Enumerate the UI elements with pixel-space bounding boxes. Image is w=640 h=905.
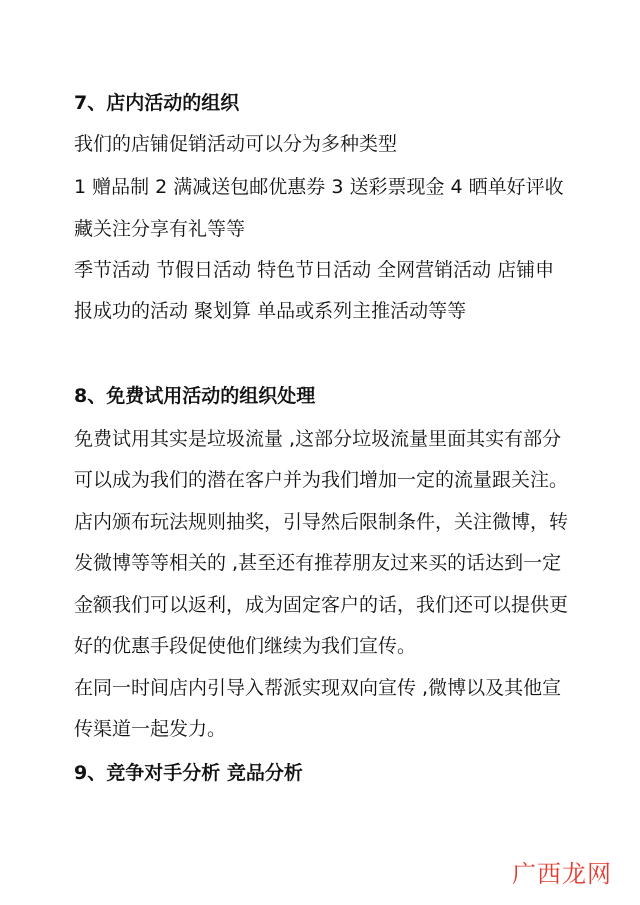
section-8-line-2: 可以成为我们的潜在客户并为我们增加一定的流量跟关注。 (74, 469, 569, 491)
section-7-line-1: 我们的店铺促销活动可以分为多种类型 (74, 133, 398, 155)
section-8-line-6: 好的优惠手段促使他们继续为我们宣传。 (74, 635, 417, 657)
section-7-line-3: 藏关注分享有礼等等 (74, 218, 246, 240)
section-9-heading: 9、竞争对手分析 竞品分析 (74, 762, 303, 784)
section-8-line-8: 传渠道一起发力。 (74, 718, 227, 740)
section-8-line-4: 发微博等等相关的 ,甚至还有推荐朋友过来买的话达到一定 (74, 552, 562, 574)
section-7-line-2: 1 赠品制 2 满减送包邮优惠券 3 送彩票现金 4 晒单好评收 (74, 176, 564, 198)
section-8-heading: 8、免费试用活动的组织处理 (74, 385, 316, 407)
section-7-line-5: 报成功的活动 聚划算 单品或系列主推活动等等 (74, 300, 467, 322)
section-7-line-4: 季节活动 节假日活动 特色节日活动 全网营销活动 店铺申 (74, 259, 555, 281)
section-8-line-3: 店内颁布玩法规则抽奖，引导然后限制条件，关注微博，转 (74, 511, 569, 533)
watermark-logo-text: 广西龙网 (512, 860, 612, 888)
section-7-heading: 7、店内活动的组织 (74, 92, 240, 114)
section-8-line-1: 免费试用其实是垃圾流量 ,这部分垃圾流量里面其实有部分 (74, 428, 562, 450)
section-8-line-7: 在同一时间店内引导入帮派实现双向宣传 ,微博以及其他宣 (74, 677, 562, 699)
section-8-line-5: 金额我们可以返利，成为固定客户的话，我们还可以提供更 (74, 594, 569, 616)
